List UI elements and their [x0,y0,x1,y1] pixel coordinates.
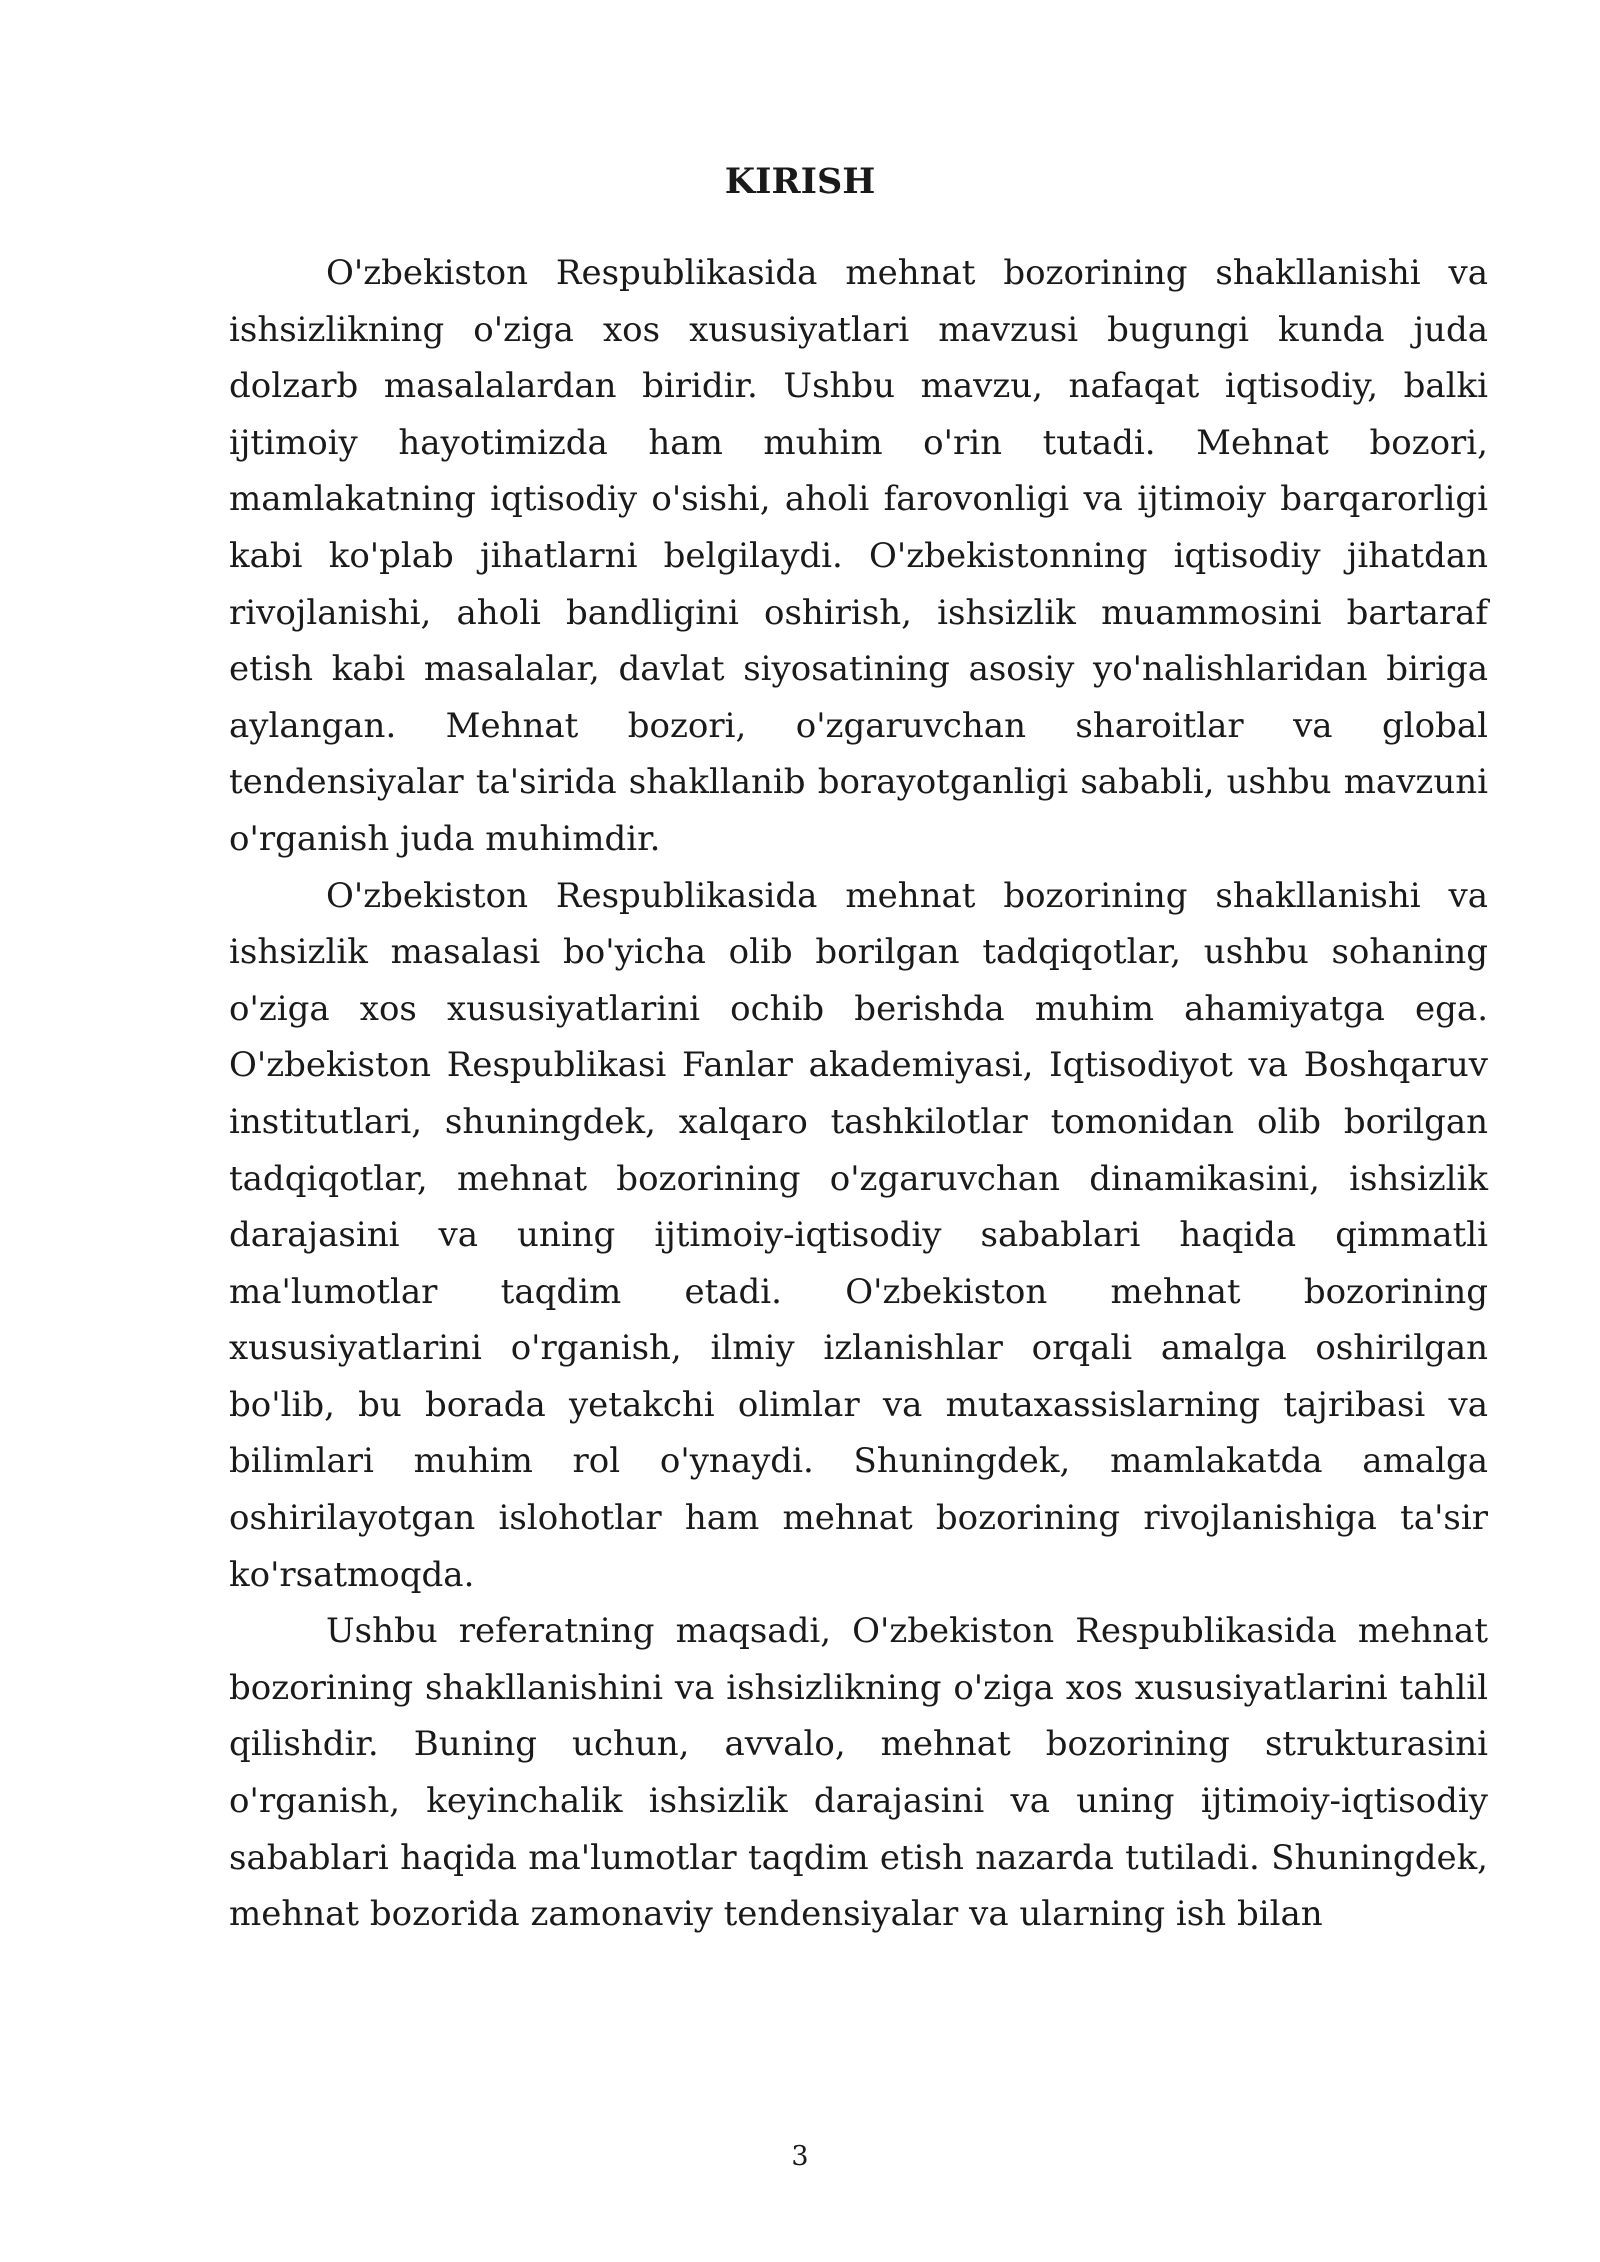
paragraph-3: Ushbu referatning maqsadi, O'zbekiston Respublikasida mehnat bozorining shakllanishini va ishsizlikning o'ziga xos xususiyatlarini tahlil qilishdir. Buning uchun, avvalo, mehnat bozorining strukturasini o'rganish, keyinchalik ishsizlik darajasini va uning ijtimoiy-iqtisodiy sabablari haqida ma'lumotlar taqdim etish nazarda tutiladi. Shuningdek, mehnat bozorida zamonaviy tendensiyalar va ularning ish bilan [229,1611,1488,1935]
body-text [229,245,1488,1943]
paragraph-1: O'zbekiston Respublikasida mehnat bozorining shakllanishi va ishsizlikning o'ziga xos xususiyatlari mavzusi bugungi kunda juda dolzarb masalalardan biridir. Ushbu mavzu, nafaqat iqtisodiy, balki ijtimoiy hayotimizda ham muhim o'rin tutadi. Mehnat bozori, mamlakatning iqtisodiy o'sishi, aholi farovonligi va ijtimoiy barqarorligi kabi ko'plab jihatlarni belgilaydi. O'zbekistonning iqtisodiy jihatdan rivojlanishi, aholi bandligini oshirish, ishsizlik muammosini bartaraf etish kabi masalalar, davlat siyosatining asosiy yo'nalishlaridan biriga aylangan. Mehnat bozori, o'zgaruvchan sharoitlar va global tendensiyalar ta'sirida shakllanib borayotganligi sababli, ushbu mavzuni o'rganish juda muhimdir. [229,253,1488,859]
page-number: 3 [791,2141,809,2172]
paragraph-2: O'zbekiston Respublikasida mehnat bozorining shakllanishi va ishsizlik masalasi bo'yicha olib borilgan tadqiqotlar, ushbu sohaning o'ziga xos xususiyatlarini ochib berishda muhim ahamiyatga ega. O'zbekiston Respublikasi Fanlar akademiyasi, Iqtisodiyot va Boshqaruv institutlari, shuningdek, xalqaro tashkilotlar tomonidan olib borilgan tadqiqotlar, mehnat bozorining o'zgaruvchan dinamikasini, ishsizlik darajasini va uning ijtimoiy-iqtisodiy sabablari haqida qimmatli ma'lumotlar taqdim etadi. O'zbekiston mehnat bozorining xususiyatlarini o'rganish, ilmiy izlanishlar orqali amalga oshirilgan bo'lib, bu borada yetakchi olimlar va mutaxassislarning tajribasi va bilimlari muhim rol o'ynaydi. Shuningdek, mamlakatda amalga oshirilayotgan islohotlar ham mehnat bozorining rivojlanishiga ta'sir ko'rsatmoqda. [229,875,1488,1595]
page-title: KIRISH [724,161,876,202]
